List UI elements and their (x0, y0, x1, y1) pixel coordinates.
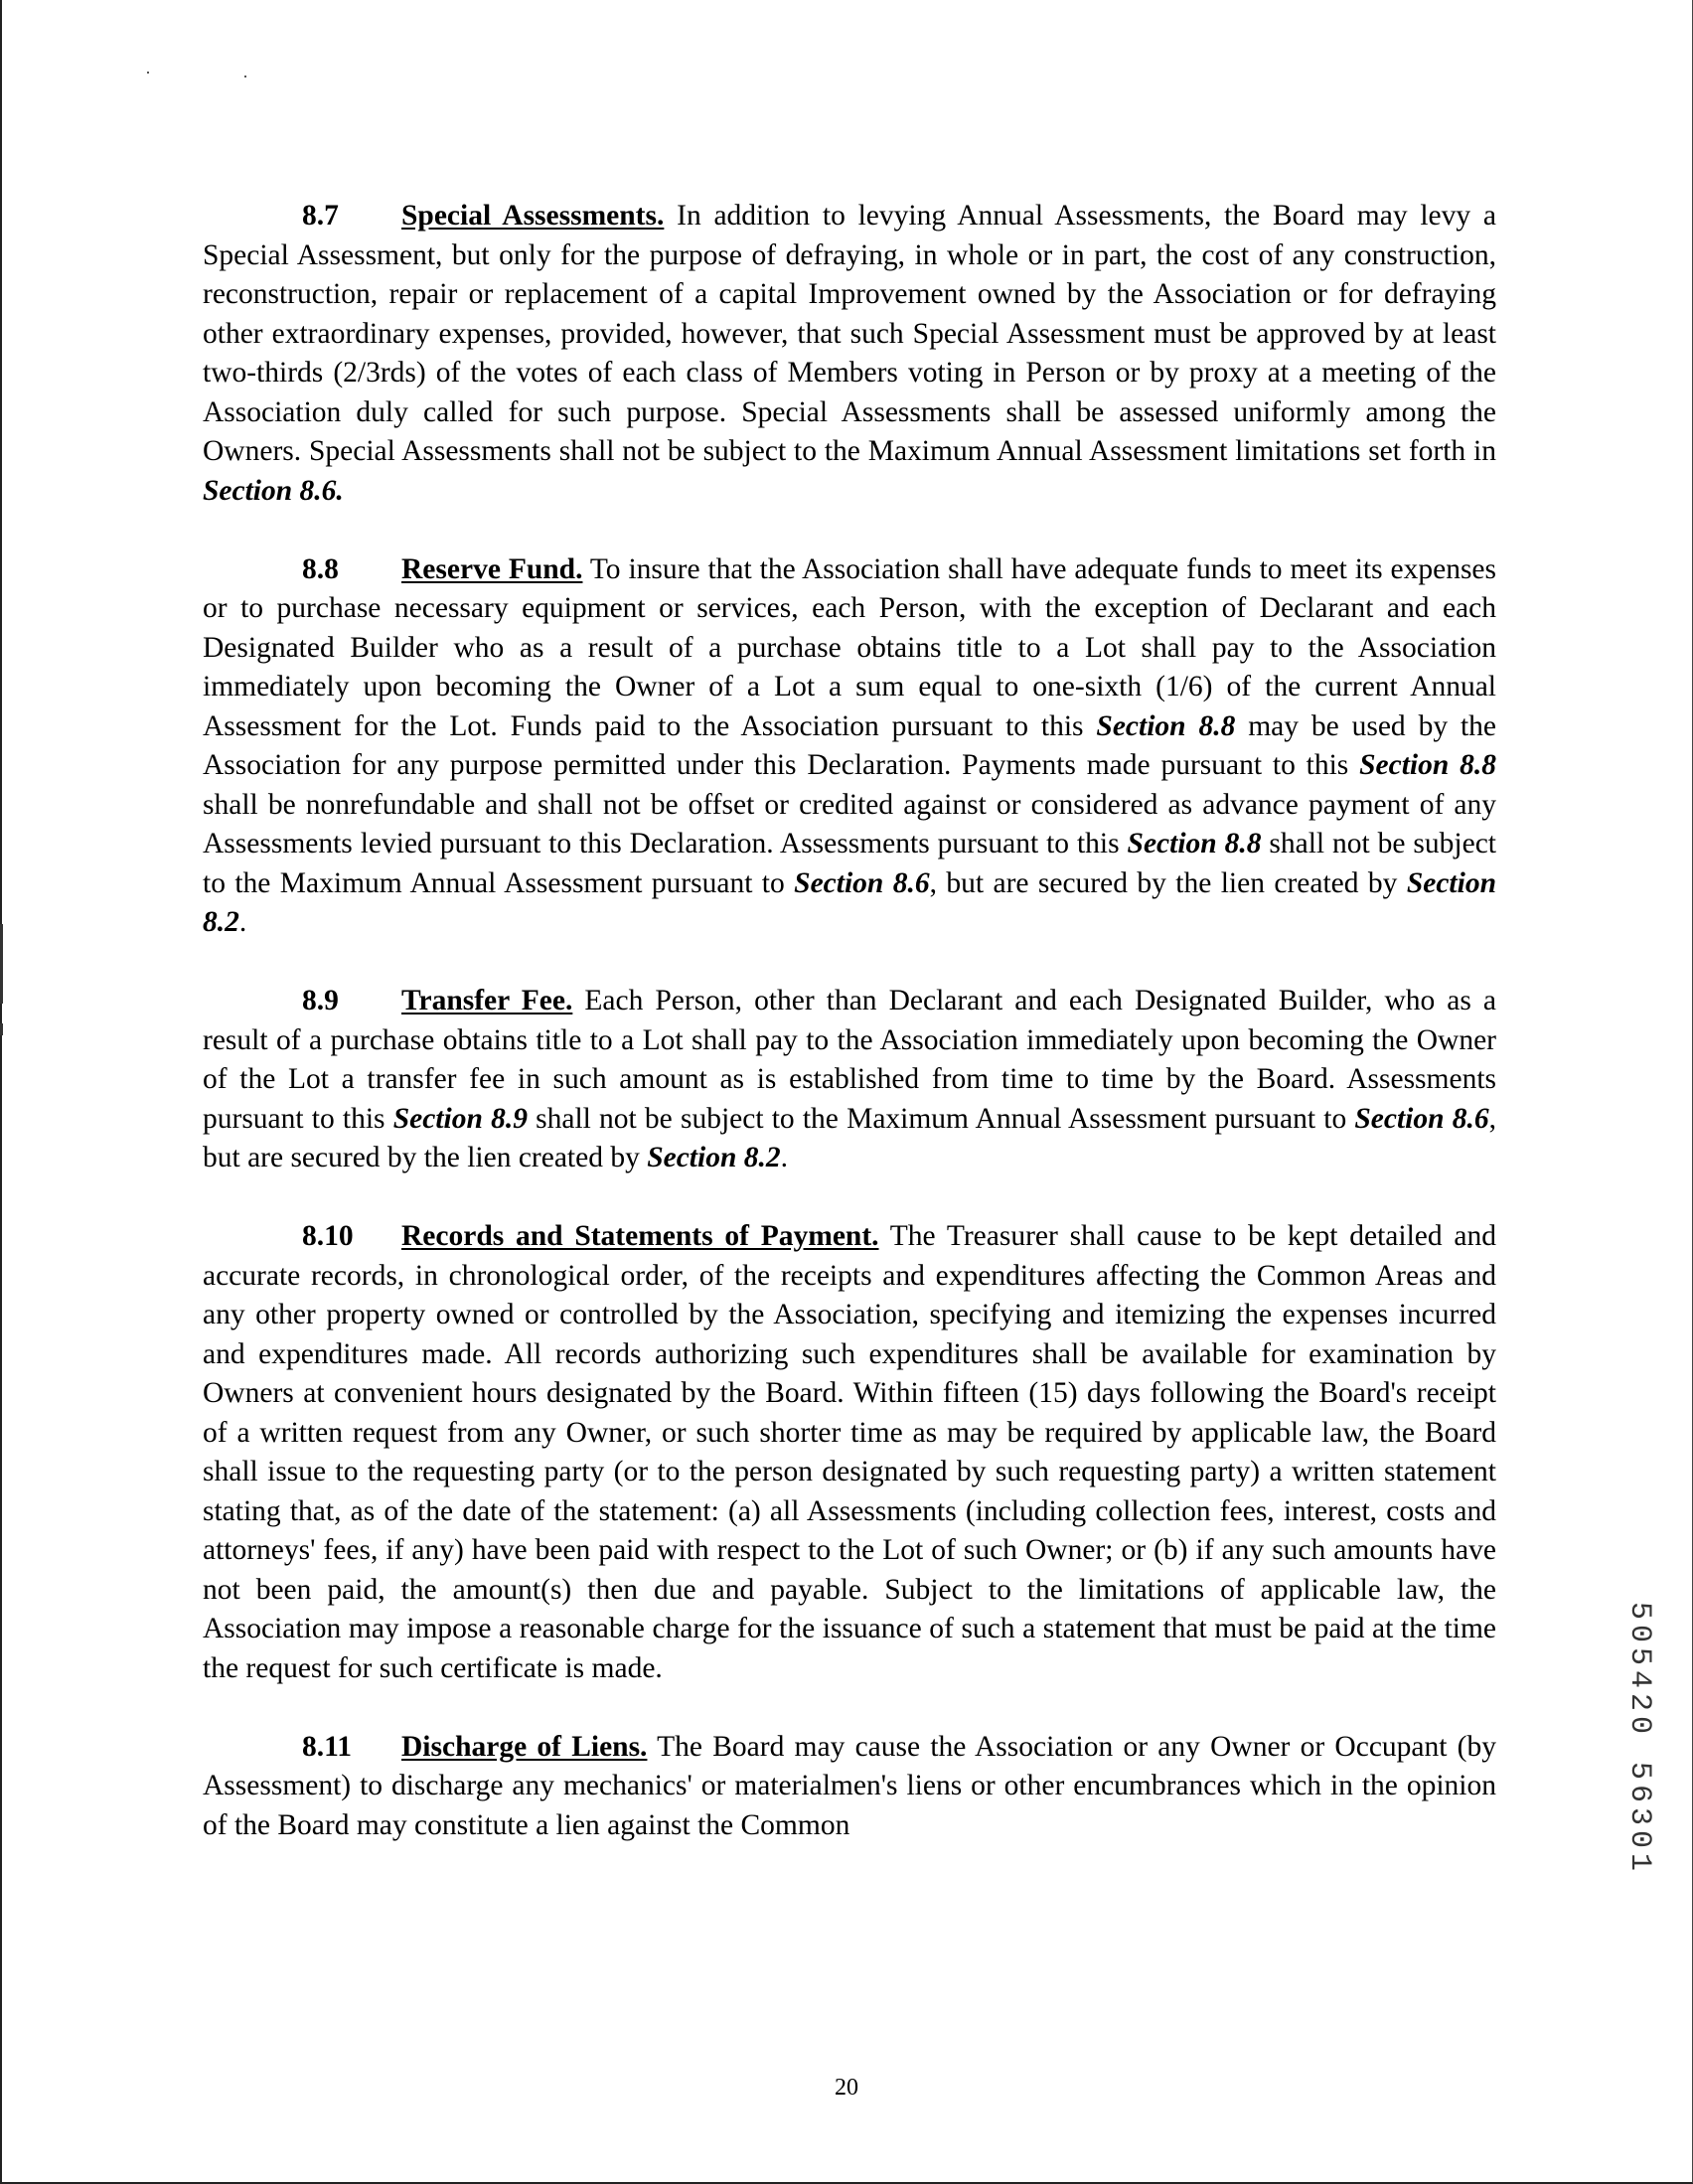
section-number: 8.7 (302, 200, 339, 232)
section-8-7 (203, 197, 1496, 511)
section-text: To insure that the Association shall have adequate funds to meet its expenses or to purchase necessary equipment or services, each Person, with the exception of Declarant and each Designated Builder who as a result of a purchase obtains title to a Lot shall pay to the Association immediately upon becoming the Owner of a Lot a sum equal to one-sixth (1/6) of the current Annual Assessment for the Lot. Funds paid to the Association pursuant to this (203, 552, 1497, 742)
page-number: 20 (835, 2075, 858, 2101)
section-title: Transfer Fee. (401, 985, 573, 1016)
scan-speck (147, 72, 149, 74)
section-reference: Section 8.8 (1359, 749, 1496, 781)
section-reference: Section 8.2 (647, 1142, 781, 1173)
section-number: 8.10 (302, 1220, 354, 1252)
section-text: , but are secured by the lien created by (929, 866, 1407, 899)
section-text: , but are secured by the lien created by (203, 1102, 1496, 1173)
recording-stamp-number: 505420 56301 (1622, 1601, 1656, 1877)
section-text: shall not be subject to the Maximum Annual Assessment pursuant to (527, 1102, 1355, 1135)
section-number: 8.9 (302, 985, 339, 1016)
section-8-10 (203, 1217, 1496, 1688)
scan-speck (244, 76, 246, 78)
section-8-8 (203, 550, 1496, 943)
section-title: Special Assessments. (401, 200, 665, 232)
scan-edge-mark (0, 924, 3, 1004)
section-reference: Section 8.2 (203, 866, 1496, 938)
section-text: may be used by the Association for any purpose permitted under this Declaration. Payments made pursuant to this (203, 709, 1496, 781)
recording-stamp (1619, 1600, 1659, 1878)
section-text: The Board may cause the Association or any Owner or Occupant (by Assessment) to discharge any mechanics' or materialmen's liens or other encumbrances which in the opinion of the Board may constitute a lien against the Common (203, 1730, 1497, 1841)
section-reference: Section 8.8 (1127, 828, 1262, 859)
section-text: Each Person, other than Declarant and each Designated Builder, who as a result of a purchase obtains title to a Lot shall pay to the Association immediately upon becoming the Owner of the Lot a transfer fee in such amount as is established from time to time by the Board. Assessments pursuant to this (203, 985, 1496, 1135)
section-title: Records and Statements of Payment. (401, 1220, 879, 1252)
document-body (203, 197, 1496, 1885)
section-number: 8.11 (302, 1730, 352, 1763)
section-reference: Section 8.6 (1354, 1102, 1489, 1135)
section-text: . (780, 1142, 788, 1173)
section-title: Discharge of Liens. (401, 1730, 648, 1763)
section-reference: Section 8.6 (794, 866, 930, 899)
section-reference: Section 8.6. (203, 474, 344, 507)
section-8-9 (203, 982, 1496, 1178)
section-reference: Section 8.8 (1096, 709, 1236, 742)
section-text: shall be nonrefundable and shall not be offset or credited against or considered as advance payment of any Assessments levied pursuant to this Declaration. Assessments pursuant to this (203, 788, 1496, 859)
section-text: The Treasurer shall cause to be kept detailed and accurate records, in chronological order, of the receipts and expenditures affecting the Common Areas and any other property owned or controlled by the Association, specifying and itemizing the expenses incurred and expenditures made. All records authorizing such expenditures shall be available for examination by Owners at convenient hours designated by the Board. Within fifteen (15) days following the Board's receipt of a written request from any Owner, or such shorter time as may be required by applicable law, the Board shall issue to the requesting party (or to the person designated by such requesting party) a written statement stating that, as of the date of the statement: (a) all Assessments (including collection fees, interest, costs and attorneys' fees, if any) have been paid with respect to the Lot of such Owner; or (b) if any such amounts have not been paid, the amount(s) then due and payable. Subject to the limitations of applicable law, the Association may impose a reasonable charge for the issuance of such a statement that must be paid at the time the request for such certificate is made. (203, 1220, 1496, 1684)
scan-edge-mark (0, 1023, 3, 1035)
section-reference: Section 8.9 (392, 1102, 528, 1135)
section-number: 8.8 (302, 552, 339, 585)
section-text: . (238, 906, 247, 938)
section-8-11 (203, 1728, 1496, 1846)
section-text: shall not be subject to the Maximum Annual Assessment pursuant to (203, 828, 1496, 899)
section-text: In addition to levying Annual Assessments, the Board may levy a Special Assessment, but only for the purpose of defraying, in whole or in part, the cost of any construction, reconstruction, repair or replacement of a capital Improvement owned by the Association or for defraying other extraordinary expenses, provided, however, that such Special Assessment must be approved by at least two-thirds (2/3rds) of the votes of each class of Members voting in Person or by proxy at a meeting of the Association duly called for such purpose. Special Assessments shall be assessed uniformly among the Owners. Special Assessments shall not be subject to the Maximum Annual Assessment limitations set forth in (203, 200, 1496, 467)
section-title: Reserve Fund. (401, 552, 583, 585)
